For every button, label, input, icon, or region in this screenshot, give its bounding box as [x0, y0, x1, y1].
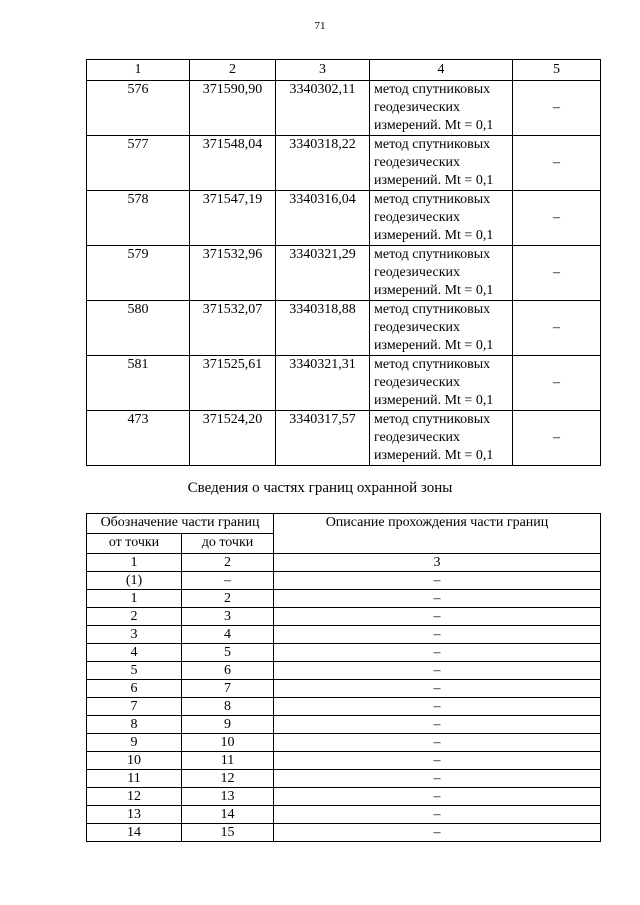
- method-line: измерений. Mt = 0,1: [374, 448, 494, 463]
- from-point: 8: [87, 716, 182, 734]
- parts-index-1: 1: [87, 554, 182, 572]
- method-line: метод спутниковых: [374, 247, 491, 262]
- part-description: –: [274, 572, 601, 590]
- parts-index-2: 2: [182, 554, 274, 572]
- method-line: геодезических: [374, 100, 461, 115]
- point-number: 579: [87, 246, 190, 301]
- part-description: –: [274, 806, 601, 824]
- from-point: 10: [87, 752, 182, 770]
- part-description: –: [274, 662, 601, 680]
- table-row: [87, 301, 601, 356]
- to-point: 8: [182, 698, 274, 716]
- from-point: 3: [87, 626, 182, 644]
- from-point: 11: [87, 770, 182, 788]
- note-dash: –: [513, 411, 601, 466]
- coords-header-3: 3: [276, 60, 370, 81]
- method-line: геодезических: [374, 375, 461, 390]
- point-number: 578: [87, 191, 190, 246]
- table-row: [87, 662, 601, 680]
- coordinate-x: 371532,07: [190, 301, 276, 356]
- coords-header-4: 4: [370, 60, 513, 81]
- part-description: –: [274, 770, 601, 788]
- to-point: 12: [182, 770, 274, 788]
- coordinate-y: 3340316,04: [276, 191, 370, 246]
- to-point: 15: [182, 824, 274, 842]
- from-point: 12: [87, 788, 182, 806]
- method-line: измерений. Mt = 0,1: [374, 393, 494, 408]
- from-point: 9: [87, 734, 182, 752]
- boundary-parts-table: [86, 513, 601, 842]
- to-point: –: [182, 572, 274, 590]
- part-description: –: [274, 698, 601, 716]
- table-row: [87, 680, 601, 698]
- to-point: 9: [182, 716, 274, 734]
- point-number: 581: [87, 356, 190, 411]
- point-number: 473: [87, 411, 190, 466]
- parts-index-3: 3: [274, 554, 601, 572]
- part-description: –: [274, 644, 601, 662]
- table-row: [87, 356, 601, 411]
- coords-header-5: 5: [513, 60, 601, 81]
- method-line: измерений. Mt = 0,1: [374, 228, 494, 243]
- table-row: [87, 698, 601, 716]
- table-row: [87, 824, 601, 842]
- method-line: метод спутниковых: [374, 357, 491, 372]
- table-row: [87, 626, 601, 644]
- note-dash: –: [513, 301, 601, 356]
- table-row: [87, 572, 601, 590]
- from-point: 2: [87, 608, 182, 626]
- point-number: 577: [87, 136, 190, 191]
- from-point: (1): [87, 572, 182, 590]
- part-description: –: [274, 716, 601, 734]
- to-point: 4: [182, 626, 274, 644]
- point-number: 576: [87, 81, 190, 136]
- method-line: геодезических: [374, 430, 461, 445]
- parts-header-row-1: [87, 514, 601, 534]
- coords-header-2: 2: [190, 60, 276, 81]
- part-description: –: [274, 734, 601, 752]
- part-description: –: [274, 680, 601, 698]
- method-line: метод спутниковых: [374, 192, 491, 207]
- coordinate-y: 3340321,31: [276, 356, 370, 411]
- from-point: 7: [87, 698, 182, 716]
- coordinate-x: 371524,20: [190, 411, 276, 466]
- table-row: [87, 191, 601, 246]
- page-number: 71: [314, 20, 326, 32]
- coordinate-y: 3340321,29: [276, 246, 370, 301]
- method-line: измерений. Mt = 0,1: [374, 118, 494, 133]
- table-row: [87, 644, 601, 662]
- section-title: Сведения о частях границ охранной зоны: [187, 480, 453, 496]
- method-line: метод спутниковых: [374, 302, 491, 317]
- from-point: 4: [87, 644, 182, 662]
- table-row: [87, 716, 601, 734]
- parts-header-description: Описание прохождения части границ: [274, 514, 601, 554]
- coordinate-x: 371532,96: [190, 246, 276, 301]
- to-point: 11: [182, 752, 274, 770]
- note-dash: –: [513, 191, 601, 246]
- from-point: 13: [87, 806, 182, 824]
- to-point: 7: [182, 680, 274, 698]
- note-dash: –: [513, 81, 601, 136]
- method-description: [370, 246, 513, 301]
- method-description: [370, 136, 513, 191]
- note-dash: –: [513, 136, 601, 191]
- method-line: измерений. Mt = 0,1: [374, 173, 494, 188]
- coordinate-x: 371525,61: [190, 356, 276, 411]
- method-line: геодезических: [374, 320, 461, 335]
- method-description: [370, 81, 513, 136]
- part-description: –: [274, 788, 601, 806]
- table-row: [87, 246, 601, 301]
- coordinate-x: 371548,04: [190, 136, 276, 191]
- table-row: [87, 136, 601, 191]
- method-description: [370, 301, 513, 356]
- method-description: [370, 191, 513, 246]
- to-point: 5: [182, 644, 274, 662]
- part-description: –: [274, 590, 601, 608]
- table-row: [87, 806, 601, 824]
- from-point: 6: [87, 680, 182, 698]
- table-row: [87, 770, 601, 788]
- method-line: геодезических: [374, 210, 461, 225]
- coordinate-y: 3340318,88: [276, 301, 370, 356]
- coords-header-row: [87, 60, 601, 81]
- note-dash: –: [513, 246, 601, 301]
- table-row: [87, 788, 601, 806]
- coordinate-x: 371547,19: [190, 191, 276, 246]
- method-line: геодезических: [374, 155, 461, 170]
- part-description: –: [274, 824, 601, 842]
- to-point: 3: [182, 608, 274, 626]
- parts-index-row: [87, 554, 601, 572]
- part-description: –: [274, 626, 601, 644]
- table-row: [87, 608, 601, 626]
- part-description: –: [274, 752, 601, 770]
- to-point: 2: [182, 590, 274, 608]
- method-line: измерений. Mt = 0,1: [374, 338, 494, 353]
- note-dash: –: [513, 356, 601, 411]
- method-line: метод спутниковых: [374, 137, 491, 152]
- method-line: метод спутниковых: [374, 82, 491, 97]
- table-row: [87, 590, 601, 608]
- parts-header-group: Обозначение части границ: [87, 514, 274, 534]
- coordinate-y: 3340302,11: [276, 81, 370, 136]
- to-point: 13: [182, 788, 274, 806]
- parts-header-from: от точки: [87, 534, 182, 554]
- to-point: 14: [182, 806, 274, 824]
- method-description: [370, 356, 513, 411]
- point-number: 580: [87, 301, 190, 356]
- to-point: 10: [182, 734, 274, 752]
- method-line: геодезических: [374, 265, 461, 280]
- coordinates-table: [86, 59, 601, 466]
- method-line: измерений. Mt = 0,1: [374, 283, 494, 298]
- from-point: 14: [87, 824, 182, 842]
- table-row: [87, 81, 601, 136]
- coordinate-y: 3340318,22: [276, 136, 370, 191]
- method-line: метод спутниковых: [374, 412, 491, 427]
- table-row: [87, 752, 601, 770]
- to-point: 6: [182, 662, 274, 680]
- part-description: –: [274, 608, 601, 626]
- coordinate-x: 371590,90: [190, 81, 276, 136]
- coords-header-1: 1: [87, 60, 190, 81]
- table-row: [87, 411, 601, 466]
- method-description: [370, 411, 513, 466]
- table-row: [87, 734, 601, 752]
- coordinate-y: 3340317,57: [276, 411, 370, 466]
- from-point: 1: [87, 590, 182, 608]
- from-point: 5: [87, 662, 182, 680]
- parts-header-to: до точки: [182, 534, 274, 554]
